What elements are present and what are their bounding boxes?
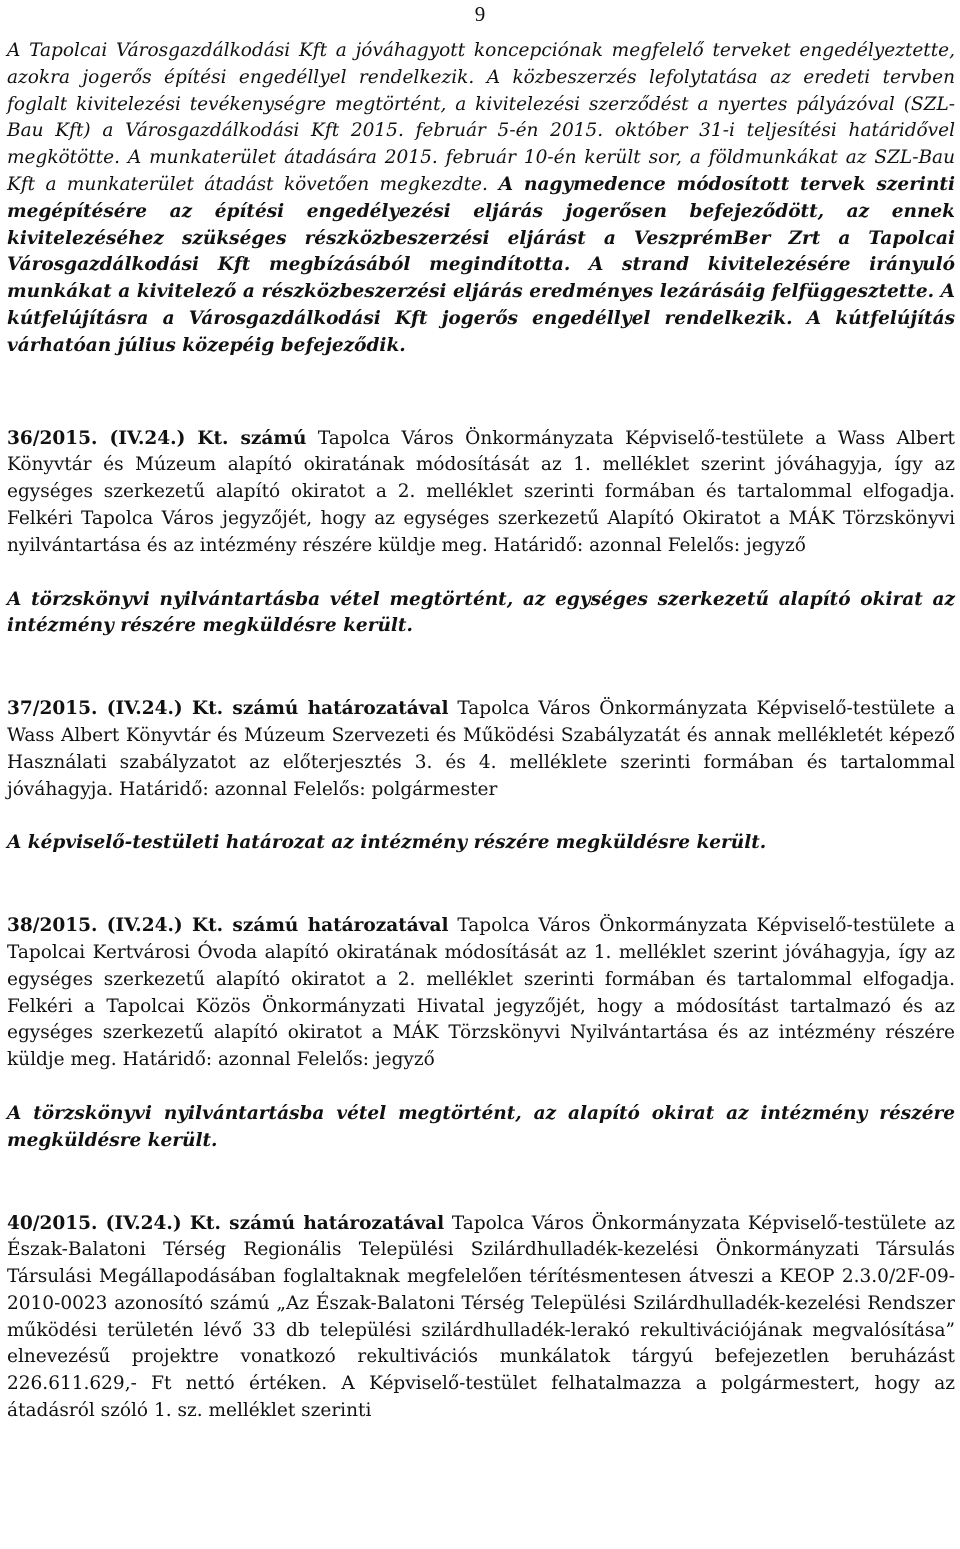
resolution-number: 38/2015. (IV.24.)	[7, 915, 183, 937]
resolution-text: Tapolca Város Önkormányzata Képviselő-testülete a Wass Albert Könyvtár és Múzeum Szervezeti és Működési Szabályzatát és annak mellékletét képező Használati szabályzatot az előterjesztés 3. és 4. melléklete szerinti formában és tartalommal jóváhagyja. Határidő: azonnal Felelős: polgármester	[7, 698, 956, 800]
resolution-kt: Kt. számú határozatával	[182, 698, 449, 720]
resolution-paragraph	[7, 1211, 955, 1425]
resolution-text: Tapolca Város Önkormányzata Képviselő-testülete a Wass Albert Könyvtár és Múzeum alapító okiratának módosítását az 1. melléklet szerint jóváhagyja, így az egységes szerkezetű alapító okiratot a 2. melléklet szerinti formában és tartalommal elfogadja. Felkéri Tapolca Város jegyzőjét, hogy az egységes szerkezetű Alapító Okiratot a MÁK Törzskönyvi nyilvántartása és az intézmény részére küldje meg. Határidő: azonnal Felelős: jegyző	[7, 427, 955, 556]
resolution-40	[7, 1211, 955, 1425]
document-body	[7, 38, 955, 1425]
resolution-number: 36/2015. (IV.24.)	[7, 427, 186, 449]
resolution-kt: Kt. számú határozatával	[181, 1212, 445, 1234]
resolution-number: 37/2015. (IV.24.)	[7, 698, 183, 720]
resolution-paragraph	[7, 426, 955, 560]
resolution-note: A törzskönyvi nyilvántartásba vétel megtörtént, az alapító okirat az intézmény részére megküldésre került.	[7, 1102, 955, 1151]
resolution-note: A képviselő-testületi határozat az intézmény részére megküldésre került.	[7, 832, 767, 854]
resolution-kt: Kt. számú határozatával	[182, 915, 449, 937]
resolution-text: Tapolca Város Önkormányzata Képviselő-testülete a Tapolcai Kertvárosi Óvoda alapító okiratának módosítását az 1. melléklet szerint jóváhagyja, így az egységes szerkezetű alapító okiratot a 2. melléklet szerinti formában és tartalommal elfogadja. Felkéri a Tapolcai Közös Önkormányzati Hivatal jegyzőjét, hogy a módosítást tartalmazó és az egységes szerkezetű alapító okiratot a MÁK Törzskönyvi Nyilvántartása és az intézmény részére küldje meg. Határidő: azonnal Felelős: jegyző	[7, 915, 956, 1071]
resolution-paragraph	[7, 913, 955, 1074]
resolution-paragraph	[7, 696, 955, 803]
intro-paragraph	[7, 38, 955, 360]
resolution-36	[7, 426, 955, 641]
resolution-38	[7, 913, 955, 1154]
resolution-number: 40/2015. (IV.24.)	[7, 1212, 182, 1234]
resolution-text: Tapolca Város Önkormányzata Képviselő-testülete az Észak-Balatoni Térség Regionális Települési Szilárdhulladék-kezelési Önkormányzati Társulás Társulási Megállapodásában foglaltaknak megfelelően térítésmentesen átveszi a KEOP 2.3.0/2F-09-2010-0023 azonosító számú „Az Észak-Balatoni Térség Települési Szilárdhulladék-kezelési Rendszer működési területén lévő 33 db települési szilárdhulladék-lerakó rekultivációjának megvalósítása” elnevezésű projektre vonatkozó rekultivációs munkálatok tárgyú befejezetlen beruházást 226.611.629,- Ft nettó értéken. A Képviselő-testület felhatalmazza a polgármestert, hogy az átadásról szóló 1. sz. melléklet szerinti	[7, 1212, 955, 1422]
page-number: 9	[474, 2, 486, 26]
resolution-note: A törzskönyvi nyilvántartásba vétel megtörtént, az egységes szerkezetű alapító okirat az intézmény részére megküldésre került.	[7, 588, 955, 637]
resolution-kt: Kt. számú	[185, 427, 307, 449]
intro-text: A Tapolcai Városgazdálkodási Kft a jóváhagyott koncepciónak megfelelő terveket engedélyeztette, azokra jogerős építési engedéllyel rendelkezik. A közbeszerzés lefolytatása az eredeti tervben foglalt kivitelezési tevékenységre megtörtént, a kivitelezési szerződést a nyertes pályázóval (SZL-Bau Kft) a Városgazdálkodási Kft 2015. február 5-én 2015. október 31-i teljesítési határidővel megkötötte. A munkaterület átadására 2015. február 10-én került sor, a földmunkákat az SZL-Bau Kft a munkaterület átadást követően megkezdte.	[7, 40, 955, 195]
resolution-37	[7, 696, 955, 857]
intro-bold-text: A nagymedence módosított tervek szerinti megépítésére az építési engedélyezési eljárás jogerősen befejeződött, az ennek kivitelezéséhez szükséges részközbeszerzési eljárást a VeszprémBer Zrt a Tapolcai Városgazdálkodási Kft megbízásából megindította. A strand kivitelezésére irányuló munkákat a kivitelező a részközbeszerzési eljárás eredményes lezárásáig felfüggesztette. A kútfelújításra a Városgazdálkodási Kft jogerős engedéllyel rendelkezik. A kútfelújítás várhatóan július közepéig befejeződik.	[7, 173, 955, 356]
